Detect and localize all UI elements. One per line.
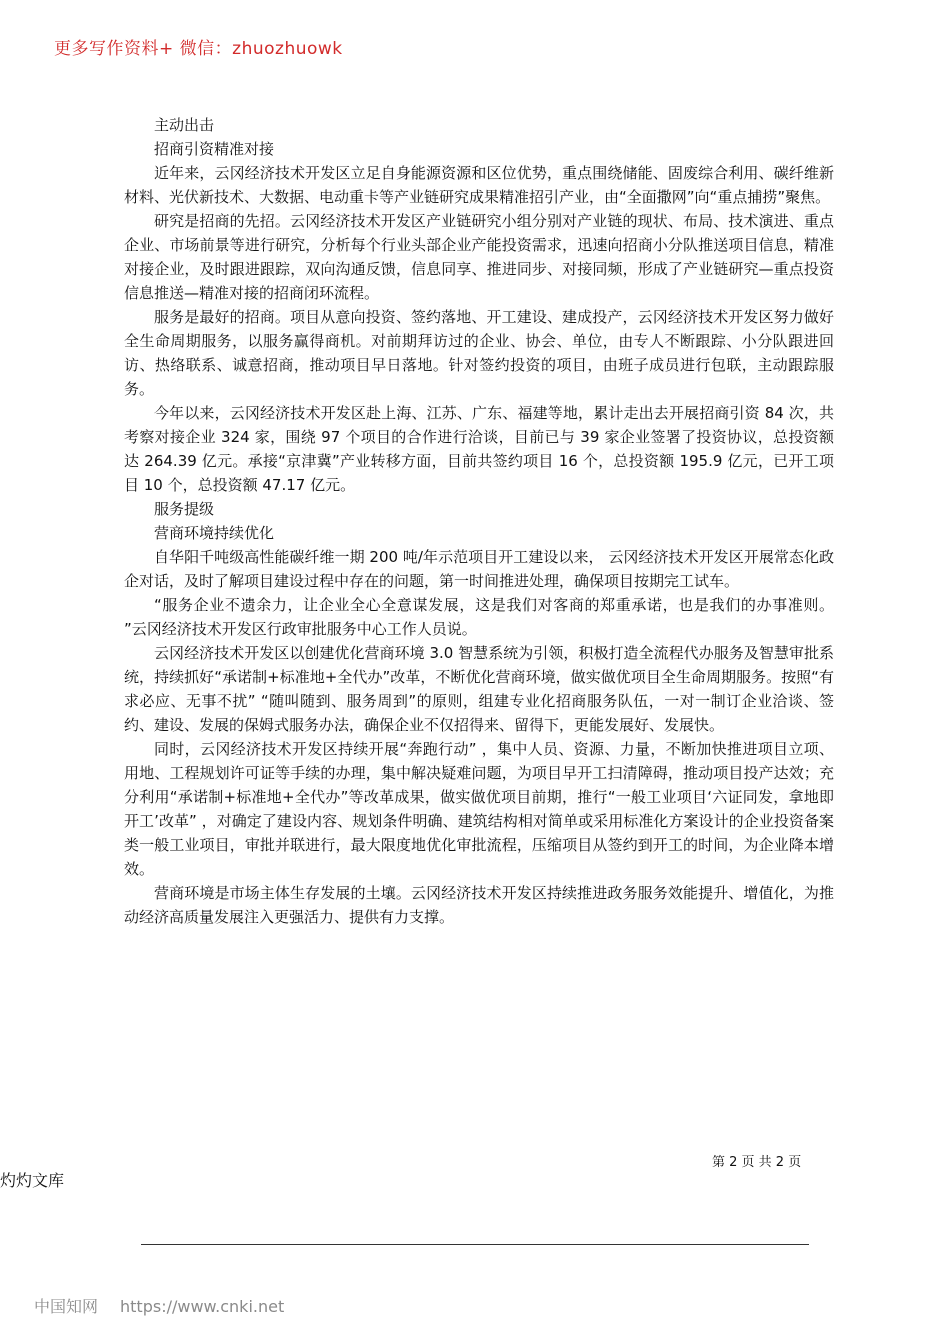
section-subheading: 营商环境持续优化 — [154, 524, 275, 542]
body-paragraph: 研究是招商的先招。云冈经济技术开发区产业链研究小组分别对产业链的现状、布局、技术演进、重点企业、市场前景等进行研究，分析每个行业头部企业产能投资需求，迅速向招商小分队推送项目信息，精准对接企业，及时跟进跟踪，双向沟通反馈，信息同享、推进同步、对接同频，形成了产业链研究—重点投资信息推送—精准对接的招商闭环流程。 — [124, 212, 834, 302]
section-subheading: 招商引资精准对接 — [154, 140, 275, 158]
section-heading: 服务提级 — [154, 500, 215, 518]
watermark-url: https://www.cnki.net — [120, 1297, 285, 1316]
body-paragraph: 云冈经济技术开发区以创建优化营商环境 3.0 智慧系统为引领，积极打造全流程代办服务及智慧审批系统，持续抓好“承诺制+标准地+全代办”改革，不断优化营商环境，做实做优项目全生命周期服务。按照“有求必应、无事不扰” “随叫随到、服务周到”的原则，组建专业化招商服务队伍，一对一制订企业洽谈、签约、建设、发展的保姆式服务办法，确保企业不仅招得来、留得下，更能发展好、发展快。 — [124, 644, 834, 734]
section-heading: 主动出击 — [154, 116, 215, 134]
footer-divider — [141, 1244, 809, 1245]
watermark — [34, 1294, 284, 1317]
article-body — [124, 113, 834, 929]
page-number: 第 2 页 共 2 页 — [712, 1155, 802, 1170]
body-paragraph: 营商环境是市场主体生存发展的土壤。云冈经济技术开发区持续推进政务服务效能提升、增值化，为推动经济高质量发展注入更强活力、提供有力支撑。 — [124, 884, 834, 926]
body-paragraph: 服务是最好的招商。项目从意向投资、签约落地、开工建设、建成投产，云冈经济技术开发区努力做好全生命周期服务，以服务赢得商机。对前期拜访过的企业、协会、单位，由专人不断跟踪、小分队跟进回访、热络联系、诚意招商，推动项目早日落地。针对签约投资的项目，由班子成员进行包联，主动跟踪服务。 — [124, 308, 834, 398]
body-paragraph: 今年以来，云冈经济技术开发区赴上海、江苏、广东、福建等地，累计走出去开展招商引资 84 次，共考察对接企业 324 家，围绕 97 个项目的合作进行洽谈，目前已与 39 家企业签署了投资协议，总投资额达 264.39 亿元。承接“京津冀”产业转移方面，目前共签约项目 16 个，总投资额 195.9 亿元，已开工项目 10 个，总投资额 47.17 亿元。 — [124, 404, 834, 494]
watermark-name: 中国知网 — [34, 1297, 99, 1316]
body-paragraph: 同时，云冈经济技术开发区持续开展“奔跑行动” ，集中人员、资源、力量，不断加快推进项目立项、用地、工程规划许可证等手续的办理，集中解决疑难问题，为项目早开工扫清障碍，推动项目投产达效；充分利用“承诺制+标准地+全代办”等改革成果，做实做优项目前期，推行“一般工业项目‘六证同发，拿地即开工’改革” ，对确定了建设内容、规划条件明确、建筑结构相对简单或采用标准化方案设计的企业投资备案类一般工业项目，审批并联进行，最大限度地优化审批流程，压缩项目从签约到开工的时间，为企业降本增效。 — [124, 740, 834, 878]
body-paragraph: 自华阳千吨级高性能碳纤维一期 200 吨/年示范项目开工建设以来， 云冈经济技术开发区开展常态化政企对话，及时了解项目建设过程中存在的问题，第一时间推进处理，确保项目按期完工试车。 — [124, 548, 834, 590]
library-name: 灼灼文库 — [0, 1171, 65, 1190]
header-banner: 更多写作资料+ 微信：zhuozhuowk — [54, 39, 343, 59]
body-paragraph: 近年来，云冈经济技术开发区立足自身能源资源和区位优势，重点围绕储能、固废综合利用、碳纤维新材料、光伏新技术、大数据、电动重卡等产业链研究成果精准招引产业，由“全面撒网”向“重点捕捞”聚焦。 — [124, 164, 834, 206]
body-paragraph: “服务企业不遗余力，让企业全心全意谋发展，这是我们对客商的郑重承诺，也是我们的办事准则。 ”云冈经济技术开发区行政审批服务中心工作人员说。 — [124, 596, 834, 638]
